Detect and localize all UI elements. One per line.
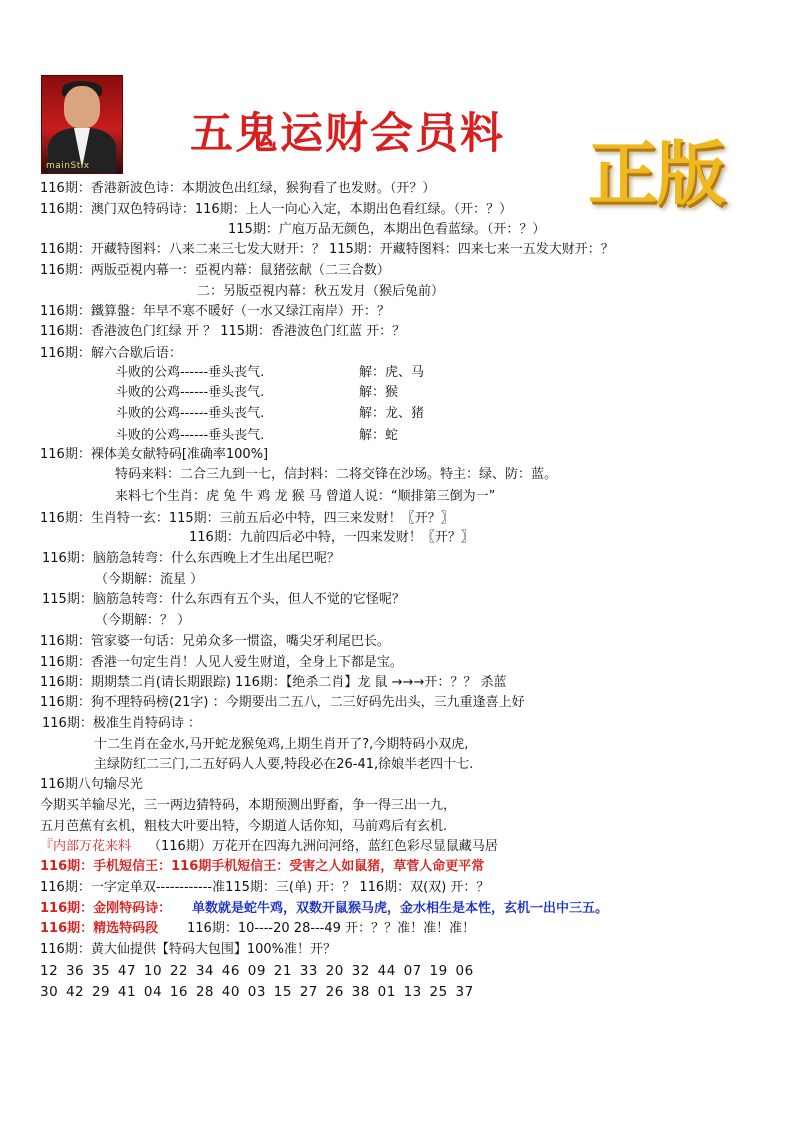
line-15: 特码来料：二合三九到一七，信封料：二将交锋在沙场。特主：绿、防：蓝。 <box>115 467 558 482</box>
line-28: 十二生肖在金水,马开蛇龙猴兔鸡,上期生肖开了?,今期特码小双虎, <box>94 737 469 752</box>
line-36-text: 单数就是蛇牛鸡，双数开鼠猴马虎，金水相生是本性，玄机一出中三五。 <box>192 901 609 916</box>
line-37-label: 116期：精选特码段 <box>40 921 159 936</box>
line-36-label: 116期：金刚特码诗： <box>40 901 172 916</box>
line-22: （今期解：？ ） <box>95 613 191 628</box>
line-21: 115期：脑筋急转弯：什么东西有五个头，但人不觉的它怪呢？ <box>42 592 405 607</box>
riddle-3-answer: 解：龙、猪 <box>359 406 425 421</box>
line-35: 116期：一字定单双------------准115期：三(单) 开：？ 116期：双(双) 开：？ <box>40 880 490 895</box>
line-33-label: 『内部万花来料 <box>40 839 132 854</box>
line-38: 116期：黄大仙提供【特码大包围】100%准！开？ <box>40 942 336 957</box>
line-19: 116期：脑筋急转弯：什么东西晚上才生出尾巴呢？ <box>42 551 340 566</box>
line-29: 主绿防红二三门,二五好码人人要,特段必在26-41,徐娘半老四十七. <box>94 757 474 772</box>
line-24: 116期：香港一句定生肖！人见人爱生财道，全身上下都是宝。 <box>40 655 403 670</box>
line-9: 116期：解六合歇后语： <box>40 346 182 361</box>
line-2: 116期：澳门双色特码诗：116期：上人一向心入定，本期出色看红绿。（开：？） <box>40 202 513 217</box>
line-16: 来料七个生肖：虎 兔 牛 鸡 龙 猴 马 曾道人说：“顺排第三倒为一” <box>115 489 496 504</box>
author-photo <box>41 75 123 174</box>
line-30: 116期八句输尽光 <box>40 777 143 792</box>
line-25: 116期：期期禁二肖(请长期跟踪) 116期：【绝杀二肖】龙 鼠 →→→开：？？ 杀蓝 <box>40 675 507 690</box>
line-26: 116期：狗不理特码榜(21字) ：今期要出二五八，二三好码先出头，三九重逢喜上好 <box>40 695 525 710</box>
line-4: 116期：开藏特图料：八来二来三七发大财开：？ 115期：开藏特图料：四来七来一五发大财开：？ <box>40 242 614 257</box>
number-row-1: 12 36 35 47 10 22 34 46 09 21 33 20 32 44 07 19 06 <box>40 963 474 979</box>
line-33-text: （116期）万花开在四海九洲问河络，蓝红色彩尽显鼠藏马居 <box>148 839 498 854</box>
line-18: 116期：九前四后必中特，一四来发财！〖开？〗 <box>189 530 474 545</box>
line-6: 二：另版亞視内幕：秋五发月（猴后兔前） <box>197 284 445 299</box>
line-37-text: 116期：10----20 28---49 开：？？准！准！准！ <box>187 921 476 936</box>
page-title: 五鬼运财会员料 <box>190 109 505 159</box>
line-31: 今期买羊输尽光，三一两边猜特码，本期预测出野畜，争一得三出一九， <box>40 798 457 813</box>
line-5: 116期：两版亞視内幕一：亞視内幕：鼠猪弦献（二三合数） <box>40 263 390 278</box>
riddle-3-text: 斗败的公鸡------垂头丧气. <box>115 406 265 421</box>
riddle-2-text: 斗败的公鸡------垂头丧气. <box>115 385 265 400</box>
authentic-stamp: 正版 <box>588 133 724 215</box>
line-34: 116期：手机短信王：116期手机短信王：受害之人如鼠猪，草菅人命更平常 <box>40 859 485 874</box>
riddle-1-answer: 解：虎、马 <box>359 365 425 380</box>
photo-face <box>64 86 100 128</box>
line-17: 116期：生肖特一玄：115期：三前五后必中特，四三来发财！〖开？〗 <box>40 511 454 526</box>
number-row-2: 30 42 29 41 04 16 28 40 03 15 27 26 38 01 13 25 37 <box>40 984 474 1000</box>
photo-caption: mainStix <box>46 161 90 171</box>
line-20: （今期解：流星 ） <box>95 572 204 587</box>
riddle-4-answer: 解：蛇 <box>359 428 399 443</box>
riddle-4-text: 斗败的公鸡------垂头丧气. <box>115 428 265 443</box>
line-32: 五月芭蕉有玄机，粗枝大叶要出特，今期道人话你知，马前鸡后有玄机. <box>40 819 448 834</box>
line-23: 116期：管家婆一句话：兄弟众多一惯盗，嘴尖牙利尾巴长。 <box>40 634 390 649</box>
line-3: 115期：广庖万品无颜色，本期出色看蓝绿。（开：？） <box>228 222 546 237</box>
line-7: 116期：鐵算盤：年早不寒不暖好（一水又绿江南岸）开：？ <box>40 304 390 319</box>
line-27: 116期：极准生肖特码诗 ： <box>42 716 201 731</box>
line-14: 116期：裸体美女献特码[准确率100%] <box>40 447 269 462</box>
line-8: 116期：香港波色门红绿 开 ？ 115期：香港波色门红蓝 开：？ <box>40 324 406 339</box>
riddle-2-answer: 解：猴 <box>359 385 399 400</box>
riddle-1-text: 斗败的公鸡------垂头丧气. <box>115 365 265 380</box>
line-1: 116期：香港新波色诗：本期波色出红绿，猴狗看了也发财。（开？） <box>40 181 436 196</box>
